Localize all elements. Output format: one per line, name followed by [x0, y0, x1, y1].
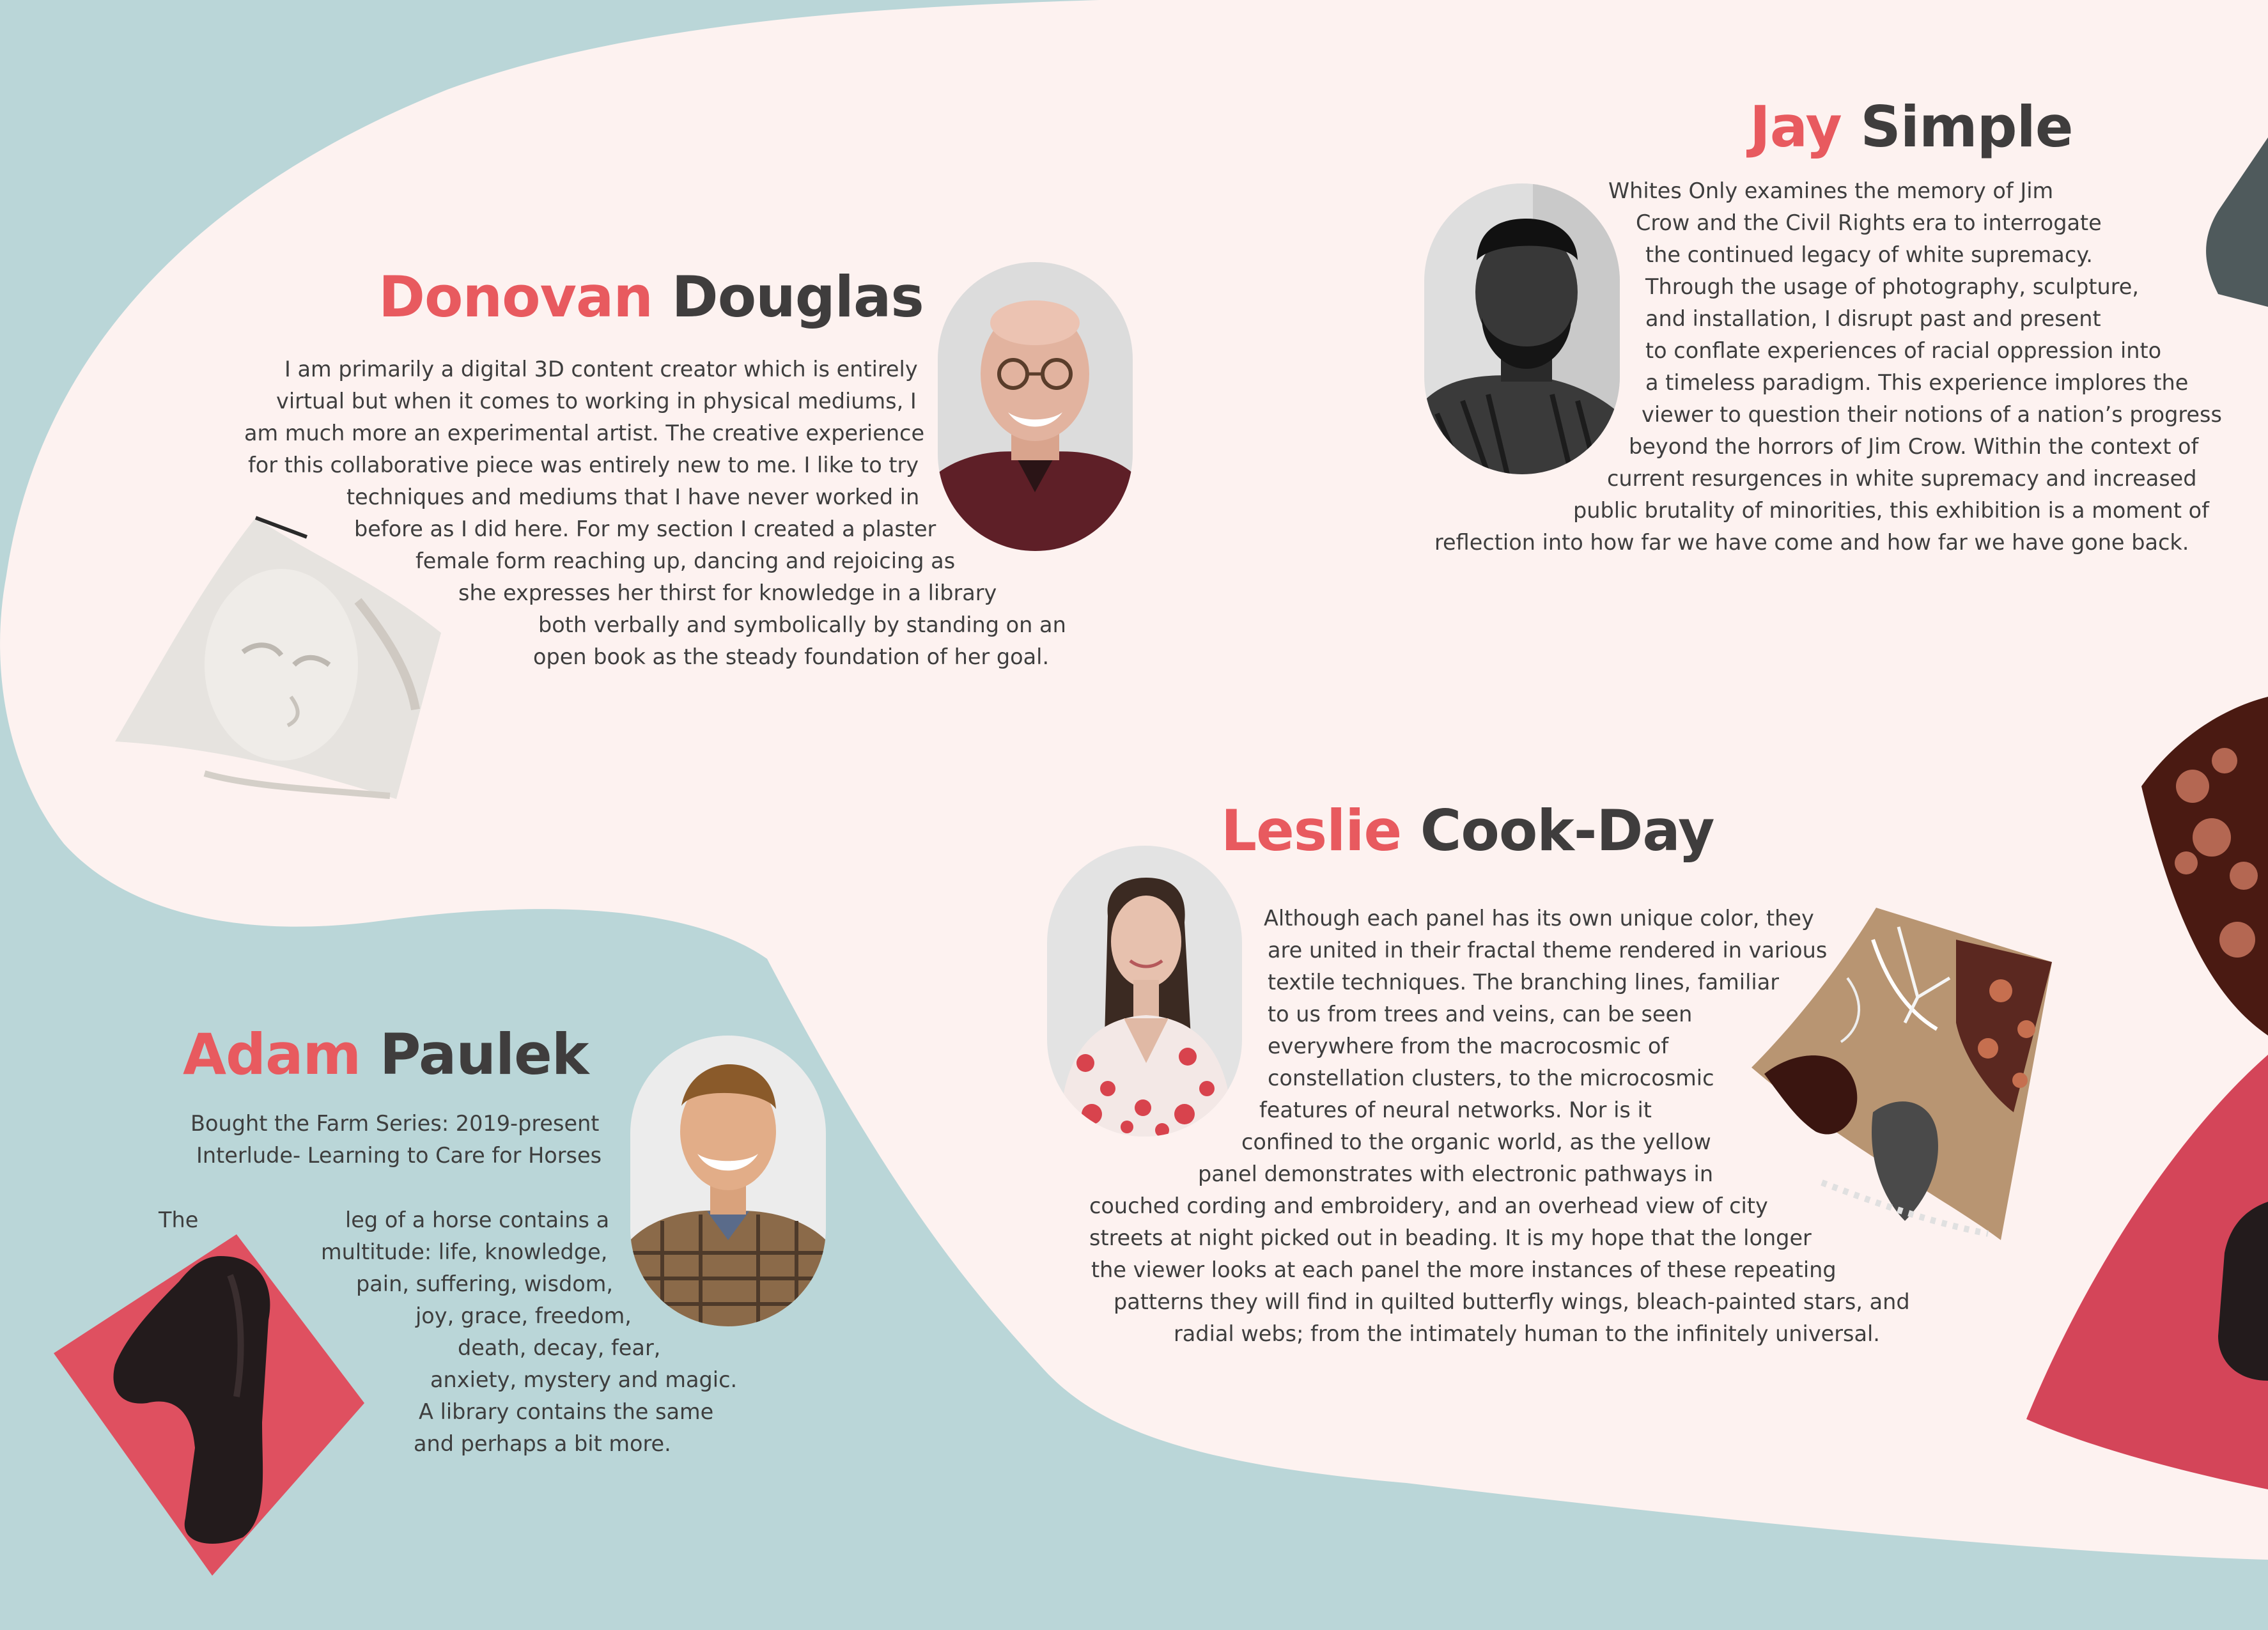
artist-name-jay-simple	[1750, 92, 2073, 162]
bio-line: viewer to question their notions of a nation’s progress	[1642, 402, 2222, 427]
plaster-face-artwork	[109, 505, 447, 805]
bio-line: female form reaching up, dancing and rejoicing as	[416, 548, 956, 573]
bio-line: A library contains the same	[419, 1399, 714, 1424]
first-name: Leslie	[1221, 798, 1402, 864]
bio-line: beyond the horrors of Jim Crow. Within the context of	[1629, 434, 2199, 459]
artist-name-leslie-cook-day	[1221, 796, 1714, 866]
first-name: Donovan	[378, 264, 653, 330]
bio-line: am much more an experimental artist. The creative experience	[244, 421, 925, 446]
bio-line: leg of a horse contains a	[345, 1207, 610, 1232]
textile-panel-artwork	[1745, 901, 2052, 1246]
bio-line: before as I did here. For my section I created a plaster	[354, 516, 936, 541]
bio-line: Through the usage of photography, sculpture,	[1645, 274, 2140, 299]
jay-simple-bio	[1432, 175, 2222, 559]
last-name: Cook-Day	[1420, 798, 1714, 864]
adam-paulek-series	[185, 1108, 602, 1172]
bio-line: radial webs; from the intimately human to the infinitely universal.	[1174, 1321, 1880, 1346]
bio-line: to conflate experiences of racial oppression into	[1645, 338, 2162, 363]
bio-line: and perhaps a bit more.	[414, 1431, 671, 1456]
bio-line: everywhere from the macrocosmic of	[1268, 1034, 1669, 1059]
bio-line: open book as the steady foundation of her goal.	[533, 644, 1050, 669]
bio-line: she expresses her thirst for knowledge in a library	[458, 580, 997, 605]
bio-line: confined to the organic world, as the yellow	[1241, 1129, 1711, 1154]
bio-line: panel demonstrates with electronic pathways in	[1198, 1161, 1714, 1186]
bio-line: the viewer looks at each panel the more instances of these repeating	[1091, 1257, 1837, 1282]
bio-line: textile techniques. The branching lines, familiar	[1268, 970, 1780, 995]
series-line: Interlude- Learning to Care for Horses	[196, 1143, 602, 1168]
last-name: Douglas	[671, 264, 924, 330]
bio-line: both verbally and symbolically by standing on an	[538, 612, 1066, 637]
horse-leg-artwork	[51, 1230, 371, 1579]
bio-line: I am primarily a digital 3D content creator which is entirely	[284, 357, 918, 382]
bio-line: current resurgences in white supremacy and increased	[1607, 466, 2197, 491]
bio-line: Crow and the Civil Rights era to interrogate	[1636, 210, 2102, 235]
last-name: Paulek	[379, 1021, 589, 1087]
bio-line: for this collaborative piece was entirely new to me. I like to try	[248, 453, 919, 477]
artist-name-donovan-douglas	[378, 262, 924, 332]
adam-paulek-bio-lead: The	[159, 1207, 199, 1232]
bio-line: death, decay, fear,	[458, 1335, 661, 1360]
bio-line: multitude: life, knowledge,	[321, 1239, 608, 1264]
bio-line: Whites Only examines the memory of Jim	[1608, 178, 2054, 203]
first-name: Adam	[183, 1021, 361, 1087]
bio-line: Although each panel has its own unique color, they	[1264, 906, 1814, 931]
bio-line: and installation, I disrupt past and present	[1645, 306, 2101, 331]
bio-line: streets at night picked out in beading. It is my hope that the longer	[1089, 1225, 1812, 1250]
series-line: Bought the Farm Series: 2019-present	[190, 1111, 600, 1136]
bio-line: features of neural networks. Nor is it	[1259, 1098, 1652, 1122]
artist-name-adam-paulek	[183, 1020, 588, 1090]
bio-line: the continued legacy of white supremacy.	[1645, 242, 2093, 267]
bio-line: are united in their fractal theme rendered in various	[1268, 938, 1828, 963]
bio-line: joy, grace, freedom,	[416, 1303, 632, 1328]
first-name: Jay	[1750, 94, 1842, 160]
bio-line: anxiety, mystery and magic.	[430, 1367, 738, 1392]
bio-line: pain, suffering, wisdom,	[356, 1271, 614, 1296]
bio-line: techniques and mediums that I have never worked in	[346, 485, 920, 509]
bio-line: patterns they will find in quilted butterfly wings, bleach-painted stars, and	[1114, 1289, 1910, 1314]
bio-line: a timeless paradigm. This experience implores the	[1645, 370, 2189, 395]
bio-line: constellation clusters, to the microcosmic	[1268, 1066, 1714, 1091]
bio-line: to us from trees and veins, can be seen	[1268, 1002, 1693, 1027]
bio-line: reflection into how far we have come and how far we have gone back.	[1434, 530, 2189, 555]
last-name: Simple	[1860, 94, 2073, 160]
bio-line: public brutality of minorities, this exhibition is a moment of	[1573, 498, 2209, 523]
bio-line: couched cording and embroidery, and an overhead view of city	[1089, 1193, 1768, 1218]
bio-line: virtual but when it comes to working in physical mediums, I	[276, 389, 917, 414]
adam-paulek-bio	[320, 1204, 737, 1460]
